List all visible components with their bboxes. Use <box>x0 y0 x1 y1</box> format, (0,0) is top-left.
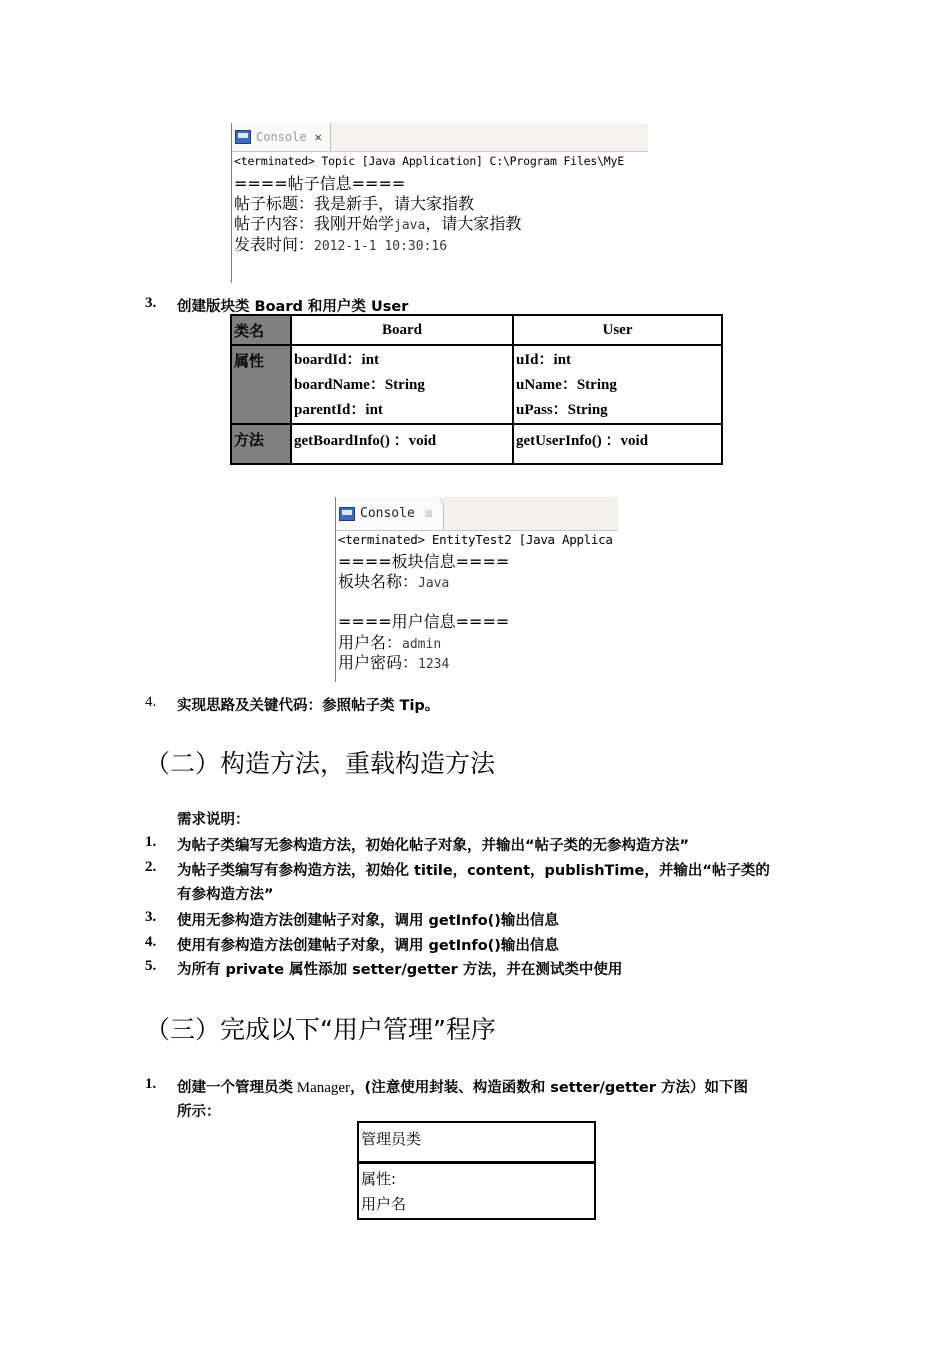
console-output-value: Java <box>418 576 450 591</box>
step-text-part: 创建一个管理员类 <box>177 1080 293 1096</box>
console-tab[interactable] <box>336 497 444 530</box>
console-output-value: java <box>394 218 426 233</box>
table-row-attributes <box>231 345 722 424</box>
console-tab-label: Console <box>256 130 307 144</box>
console-screenshot-topic <box>231 123 648 283</box>
board-attributes-cell <box>291 345 513 424</box>
requirement-item-2 <box>145 859 845 903</box>
table-row-label: 属性 <box>231 345 291 424</box>
step-text: 使用有参构造方法创建帖子对象，调用 getInfo()输出信息 <box>177 938 559 954</box>
requirement-item-4 <box>145 934 845 954</box>
requirement-label <box>145 808 445 828</box>
step-number: 3. <box>145 909 157 925</box>
step-text: 为帖子类编写无参构造方法，初始化帖子对象，并输出“帖子类的无参构造方法” <box>177 838 690 854</box>
attribute-item: 用户名 <box>361 1195 407 1213</box>
console-output-label: 帖子内容：我刚开始学 <box>234 214 395 233</box>
requirement-item-1 <box>145 834 845 854</box>
step-number: 4. <box>145 934 157 950</box>
table-column-header: User <box>513 315 722 345</box>
console-output-value: 2012-1-1 10:30:16 <box>314 239 448 254</box>
console-tab-bar <box>336 497 618 531</box>
console-tab-label: Console <box>360 506 415 521</box>
attribute-item: uPass：String <box>516 402 608 418</box>
console-icon <box>235 130 251 144</box>
console-output-line <box>338 650 449 673</box>
console-output-label: 发表时间： <box>234 235 315 254</box>
step-text: 为所有 private 属性添加 setter/getter 方法，并在测试类中使用 <box>177 962 623 978</box>
console-output-line: ====板块信息==== <box>338 552 510 571</box>
section-heading-constructors: （二）构造方法，重载构造方法 <box>145 749 496 778</box>
console-screenshot-entitytest <box>335 497 618 682</box>
step-number: 1. <box>145 834 157 850</box>
attribute-item: uId：int <box>516 352 572 368</box>
console-output-label: 用户密码： <box>338 653 419 672</box>
console-tab-bar <box>232 123 648 152</box>
table-corner-cell: 类名 <box>231 315 291 345</box>
step-text-continued: 有参构造方法” <box>177 887 274 903</box>
console-header-line: <terminated> Topic [Java Application] C:\Program Files\MyE <box>234 154 624 168</box>
console-output-label: 用户名： <box>338 633 403 652</box>
console-output-value: 1234 <box>418 657 450 672</box>
console-tab[interactable] <box>232 123 331 151</box>
table-column-header: Board <box>291 315 513 345</box>
section-heading-user-management: （三）完成以下“用户管理”程序 <box>145 1015 496 1044</box>
console-output-value: admin <box>402 637 442 652</box>
manager-class-attributes-box <box>357 1162 596 1220</box>
step-number: 4. <box>145 694 157 710</box>
attribute-label: 属性: <box>361 1170 397 1188</box>
close-icon[interactable]: ☒ <box>424 506 433 521</box>
console-output-label: 板块名称： <box>338 572 419 591</box>
step-text: 创建版块类 Board 和用户类 User <box>177 299 409 315</box>
step-number: 3. <box>145 295 157 311</box>
requirement-label-text: 需求说明： <box>177 812 250 828</box>
step-text-continued: 所示： <box>177 1104 221 1120</box>
step-number: 2. <box>145 859 157 875</box>
manager-class-title: 管理员类 <box>361 1130 422 1148</box>
console-output-text: ，请大家指教 <box>425 214 522 233</box>
step-text: 使用无参构造方法创建帖子对象，调用 getInfo()输出信息 <box>177 913 559 929</box>
step-4 <box>145 694 845 714</box>
console-output-line: ====帖子信息==== <box>234 174 406 193</box>
console-output-line: ====用户信息==== <box>338 612 510 631</box>
requirement-item-5 <box>145 958 845 978</box>
step-text: 实现思路及关键代码：参照帖子类 Tip。 <box>177 698 440 714</box>
step-text: 为帖子类编写有参构造方法，初始化 titile，content，publishTime，并输出“帖子类的 <box>177 863 770 879</box>
console-output-line <box>234 232 447 255</box>
attribute-item: boardId：int <box>294 352 380 368</box>
table-header-row <box>231 315 722 345</box>
manager-step-1 <box>145 1076 825 1120</box>
board-method-cell: getBoardInfo() ：void <box>291 424 513 464</box>
table-row-label: 方法 <box>231 424 291 464</box>
step-number: 1. <box>145 1076 157 1092</box>
user-method-cell: getUserInfo() ：void <box>513 424 722 464</box>
step-text-part: ，(注意使用封装、构造函数和 setter/getter 方法）如下图 <box>350 1080 748 1096</box>
attribute-item: parentId：int <box>294 402 383 418</box>
attribute-item: uName：String <box>516 377 617 393</box>
attribute-item: boardName：String <box>294 377 425 393</box>
close-icon[interactable]: ✕ <box>314 130 322 144</box>
console-output-line <box>338 569 449 592</box>
user-attributes-cell <box>513 345 722 424</box>
console-output-line <box>234 211 521 234</box>
console-icon <box>339 507 355 521</box>
step-3 <box>145 295 845 315</box>
step-text <box>177 1076 748 1097</box>
requirement-item-3 <box>145 909 845 929</box>
step-number: 5. <box>145 958 157 974</box>
manager-class-title-box <box>357 1121 596 1163</box>
table-row-methods <box>231 424 722 464</box>
console-output-line: 帖子标题：我是新手，请大家指教 <box>234 194 475 213</box>
console-header-line: <terminated> EntityTest2 [Java Applica <box>338 532 613 547</box>
step-text-classname: Manager <box>293 1080 351 1096</box>
class-table <box>230 314 723 465</box>
